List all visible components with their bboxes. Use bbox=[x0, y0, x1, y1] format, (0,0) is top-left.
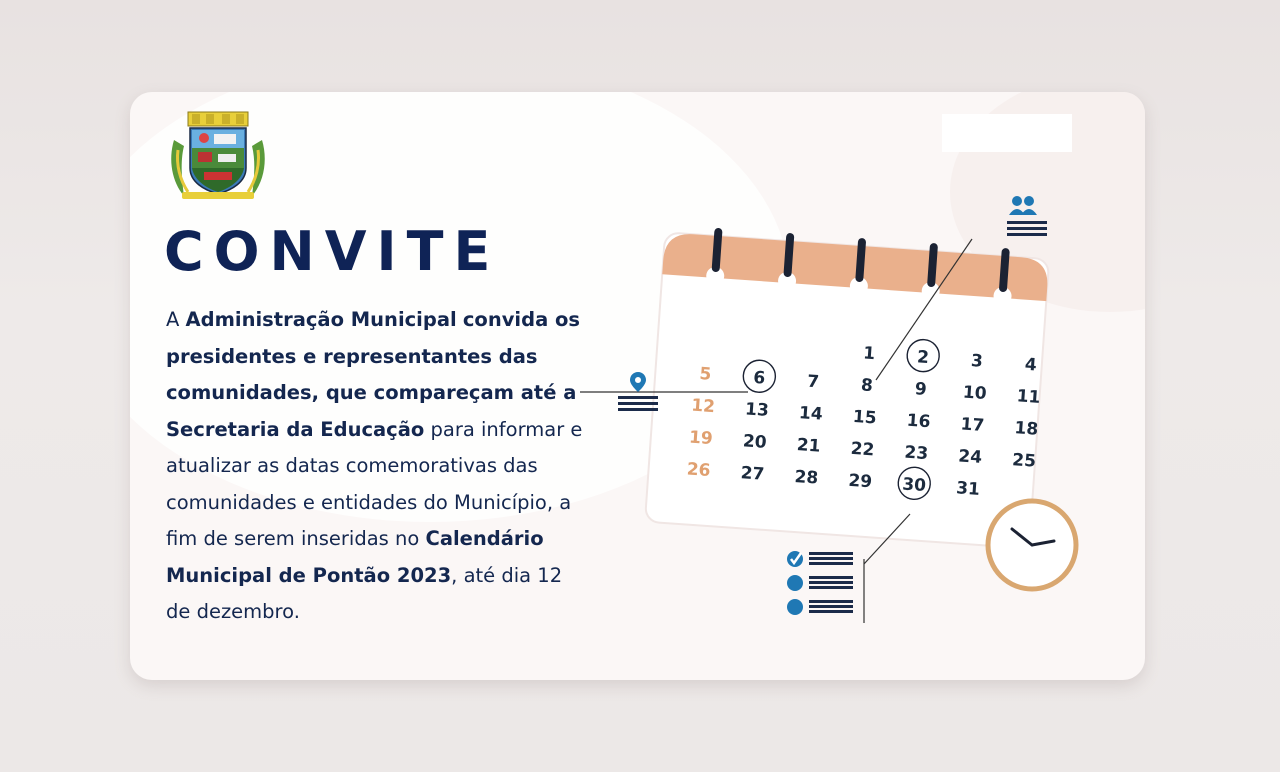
calendar-date: 25 bbox=[1011, 450, 1037, 472]
invitation-card bbox=[130, 92, 1145, 680]
calendar-date: 16 bbox=[906, 410, 932, 433]
body-text-bold: convida os presidentes e representantes das comunidades, que compareçam até a Secretaria da Educação bbox=[166, 308, 581, 441]
calendar-date: 18 bbox=[1013, 418, 1039, 440]
calendar-page bbox=[645, 224, 1051, 548]
calendar-date: 24 bbox=[957, 446, 983, 468]
calendar-date: 7 bbox=[806, 371, 820, 393]
calendar-date: 27 bbox=[740, 463, 766, 485]
blank-patch bbox=[942, 114, 1072, 152]
calendar-date: 12 bbox=[690, 395, 716, 418]
calendar-date: 28 bbox=[793, 466, 819, 489]
people-icon bbox=[1007, 196, 1047, 236]
calendar-date: 29 bbox=[847, 470, 873, 493]
calendar-date: 19 bbox=[688, 427, 714, 450]
calendar-date: 13 bbox=[744, 399, 770, 421]
calendar-date: 5 bbox=[698, 364, 712, 385]
calendar-date: 9 bbox=[914, 379, 928, 400]
calendar-date: 14 bbox=[798, 403, 824, 425]
body-text-segment: para informar e atualizar as datas comemorativas das comunidades e entidades do Município, a fim de serem inseridas no bbox=[166, 417, 583, 550]
calendar-date: 20 bbox=[742, 431, 768, 453]
calendar-date: 8 bbox=[860, 375, 874, 397]
clock-icon bbox=[988, 501, 1076, 589]
body-text-segment: A bbox=[166, 308, 186, 331]
calendar-date: 10 bbox=[962, 382, 988, 405]
invitation-body bbox=[166, 302, 586, 631]
calendar-date: 26 bbox=[686, 459, 712, 482]
calendar-date: 30 bbox=[901, 474, 927, 497]
calendar-date: 22 bbox=[849, 438, 875, 461]
checklist-icon bbox=[787, 551, 853, 615]
calendar-date: 2 bbox=[916, 347, 930, 369]
calendar-date: 4 bbox=[1024, 354, 1038, 376]
body-text-segment: , até dia 12 de dezembro. bbox=[166, 563, 563, 623]
calendar-date: 1 bbox=[862, 343, 876, 365]
page-title: CONVITE bbox=[164, 220, 501, 283]
municipal-coat-of-arms-icon bbox=[168, 110, 268, 200]
calendar-date: 23 bbox=[903, 442, 929, 465]
calendar-date: 17 bbox=[959, 414, 985, 437]
body-text-bold: Calendário Municipal de Pontão 2023 bbox=[166, 527, 544, 587]
calendar-date: 6 bbox=[752, 367, 766, 389]
calendar-date: 21 bbox=[796, 435, 822, 457]
calendar-date: 15 bbox=[852, 406, 878, 429]
body-text-bold: Administração Municipal bbox=[185, 308, 457, 331]
calendar-date: 11 bbox=[1016, 386, 1042, 408]
calendar-date: 3 bbox=[970, 351, 984, 372]
calendar-illustration bbox=[580, 187, 1100, 657]
calendar-date: 31 bbox=[955, 478, 981, 500]
